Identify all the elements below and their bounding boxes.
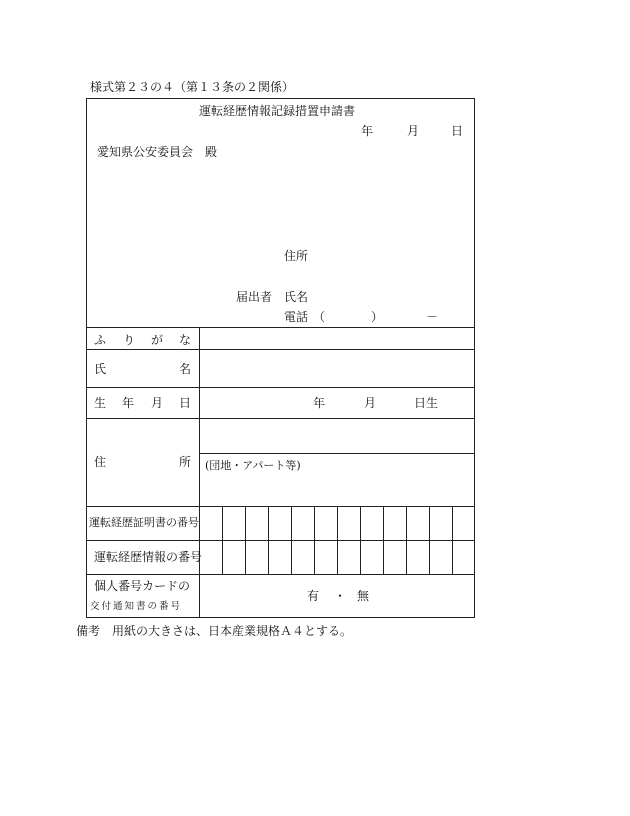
choice-no[interactable]: 無	[357, 589, 370, 603]
applicant-name-label: 氏名	[284, 290, 309, 304]
applicant-address-label: 住所	[284, 249, 309, 263]
applicant-phone-label: 電話	[284, 310, 309, 324]
certificate-number-boxes[interactable]	[200, 507, 474, 540]
addressee: 愛知県公安委員会 殿	[97, 145, 218, 159]
name-field[interactable]	[200, 350, 474, 387]
apartment-note: (団地・アパート等)	[205, 459, 301, 472]
info-number-boxes[interactable]	[200, 541, 474, 574]
apartment-field[interactable]	[200, 454, 474, 506]
date-month-label: 月	[407, 124, 420, 138]
phone-dash: －	[426, 310, 439, 324]
application-form: 運転経歴情報記録措置申請書 年 月 日 愛知県公安委員会 殿 住所 届出者 氏名 電話 （ ） － ふ り が な 氏 名 生 年 月 日 年 月 日生 住 所 (団地・アパート等) 運転経歴証明書の番号 運転経歴情報の番号 個人番号カードの 交付通知書の番号 有 ・ 無	[86, 98, 475, 618]
choice-yes[interactable]: 有	[307, 589, 320, 603]
choice-separator: ・	[334, 589, 347, 603]
certificate-number-label: 運転経歴証明書の番号	[89, 516, 199, 529]
furigana-field[interactable]	[200, 328, 474, 349]
form-code: 様式第２３の４（第１３条の２関係）	[90, 80, 295, 94]
mynumber-choice[interactable]	[200, 575, 474, 617]
info-number-label: 運転経歴情報の番号	[94, 550, 203, 564]
remarks: 備考 用紙の大きさは、日本産業規格Ａ４とする。	[76, 624, 353, 638]
phone-paren-close: ）	[371, 310, 384, 324]
form-title: 運転経歴情報記録措置申請書	[199, 104, 356, 118]
submitter-label: 届出者	[236, 290, 273, 304]
phone-paren-open: （	[313, 310, 326, 324]
address-field[interactable]	[200, 419, 474, 453]
birthdate-field[interactable]: 年 月 日生	[313, 396, 439, 410]
date-day-label: 日	[451, 124, 464, 138]
date-year-label: 年	[361, 124, 374, 138]
